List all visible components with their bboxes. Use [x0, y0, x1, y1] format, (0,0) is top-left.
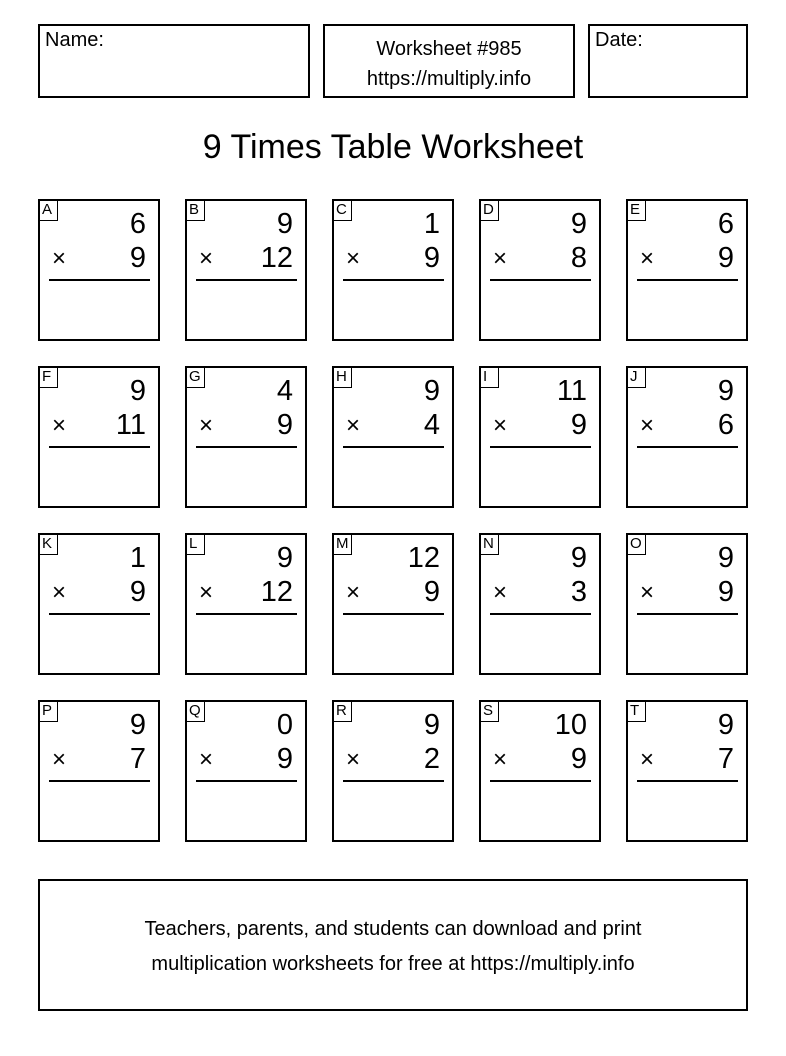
answer-line	[343, 613, 444, 615]
problem-letter: G	[186, 367, 205, 388]
problem-g[interactable]	[185, 366, 307, 508]
multiplicand: 9	[276, 208, 293, 240]
times-sign: ×	[199, 412, 214, 439]
multiplier: 7	[129, 743, 146, 775]
answer-line	[490, 279, 591, 281]
multiplier: 7	[717, 743, 734, 775]
problem-letter: I	[480, 367, 499, 388]
website-url: https://multiply.info	[366, 68, 532, 90]
answer-line	[49, 613, 150, 615]
multiplier: 9	[129, 242, 146, 274]
multiplicand: 12	[407, 542, 440, 574]
multiplicand: 9	[717, 542, 734, 574]
problem-letter: M	[333, 534, 352, 555]
problem-letter: O	[627, 534, 646, 555]
multiplicand: 6	[717, 208, 734, 240]
multiplicand: 9	[129, 709, 146, 741]
times-sign: ×	[52, 245, 67, 272]
times-sign: ×	[199, 746, 214, 773]
problem-r[interactable]	[332, 700, 454, 842]
multiplier: 2	[423, 743, 440, 775]
multiplier: 3	[570, 576, 587, 608]
multiplier: 9	[423, 576, 440, 608]
answer-line	[637, 780, 738, 782]
answer-line	[196, 780, 297, 782]
multiplicand: 0	[276, 709, 293, 741]
answer-line	[49, 279, 150, 281]
problem-letter: R	[333, 701, 352, 722]
times-sign: ×	[52, 746, 67, 773]
multiplier: 4	[423, 409, 440, 441]
problem-c[interactable]	[332, 199, 454, 341]
multiplicand: 4	[276, 375, 293, 407]
problem-letter: D	[480, 200, 499, 221]
times-sign: ×	[640, 746, 655, 773]
problem-letter: N	[480, 534, 499, 555]
problem-e[interactable]	[626, 199, 748, 341]
times-sign: ×	[640, 412, 655, 439]
times-sign: ×	[199, 579, 214, 606]
answer-line	[343, 780, 444, 782]
answer-line	[637, 279, 738, 281]
problem-letter: E	[627, 200, 646, 221]
multiplier: 12	[260, 576, 293, 608]
problem-f[interactable]	[38, 366, 160, 508]
date-label: Date:	[595, 29, 643, 51]
problem-letter: T	[627, 701, 646, 722]
problem-h[interactable]	[332, 366, 454, 508]
problem-letter: K	[39, 534, 58, 555]
answer-line	[637, 613, 738, 615]
problem-letter: A	[39, 200, 58, 221]
multiplicand: 9	[129, 375, 146, 407]
multiplier: 9	[570, 409, 587, 441]
times-sign: ×	[199, 245, 214, 272]
times-sign: ×	[346, 579, 361, 606]
problem-s[interactable]	[479, 700, 601, 842]
times-sign: ×	[493, 245, 508, 272]
multiplier: 9	[570, 743, 587, 775]
problem-j[interactable]	[626, 366, 748, 508]
multiplier: 8	[570, 242, 587, 274]
answer-line	[196, 279, 297, 281]
times-sign: ×	[640, 245, 655, 272]
multiplicand: 1	[129, 542, 146, 574]
date-field[interactable]	[588, 24, 748, 98]
multiplicand: 9	[570, 542, 587, 574]
answer-line	[196, 613, 297, 615]
problem-letter: C	[333, 200, 352, 221]
problem-letter: P	[39, 701, 58, 722]
answer-line	[49, 446, 150, 448]
multiplier: 6	[717, 409, 734, 441]
multiplier: 9	[276, 409, 293, 441]
answer-line	[637, 446, 738, 448]
answer-line	[490, 613, 591, 615]
footer-box	[38, 879, 748, 1011]
worksheet-info-box	[323, 24, 575, 98]
problem-letter: J	[627, 367, 646, 388]
multiplicand: 9	[570, 208, 587, 240]
times-sign: ×	[52, 412, 67, 439]
problem-l[interactable]	[185, 533, 307, 675]
multiplicand: 9	[717, 709, 734, 741]
multiplier: 12	[260, 242, 293, 274]
multiplicand: 10	[554, 709, 587, 741]
multiplicand: 9	[717, 375, 734, 407]
multiplier: 9	[129, 576, 146, 608]
problem-letter: F	[39, 367, 58, 388]
problem-letter: L	[186, 534, 205, 555]
multiplier: 11	[115, 409, 146, 441]
problem-letter: B	[186, 200, 205, 221]
multiplier: 9	[276, 743, 293, 775]
answer-line	[343, 279, 444, 281]
page-title: 9 Times Table Worksheet	[202, 128, 584, 166]
name-field[interactable]	[38, 24, 310, 98]
problem-p[interactable]	[38, 700, 160, 842]
multiplier: 9	[423, 242, 440, 274]
problem-q[interactable]	[185, 700, 307, 842]
multiplicand: 9	[423, 375, 440, 407]
answer-line	[196, 446, 297, 448]
times-sign: ×	[640, 579, 655, 606]
times-sign: ×	[346, 412, 361, 439]
problem-i[interactable]	[479, 366, 601, 508]
multiplicand: 6	[129, 208, 146, 240]
problem-m[interactable]	[332, 533, 454, 675]
times-sign: ×	[493, 412, 508, 439]
problem-k[interactable]	[38, 533, 160, 675]
times-sign: ×	[493, 579, 508, 606]
footer-line-1: Teachers, parents, and students can download and print	[144, 918, 642, 940]
times-sign: ×	[52, 579, 67, 606]
answer-line	[490, 780, 591, 782]
problem-n[interactable]	[479, 533, 601, 675]
footer-line-2: multiplication worksheets for free at https://multiply.info	[151, 953, 635, 975]
name-label: Name:	[45, 29, 104, 51]
multiplicand: 1	[423, 208, 440, 240]
answer-line	[490, 446, 591, 448]
problem-letter: S	[480, 701, 499, 722]
multiplicand: 9	[423, 709, 440, 741]
times-sign: ×	[346, 245, 361, 272]
problem-letter: Q	[186, 701, 205, 722]
multiplicand: 11	[556, 375, 587, 407]
problem-d[interactable]	[479, 199, 601, 341]
problem-letter: H	[333, 367, 352, 388]
problem-t[interactable]	[626, 700, 748, 842]
multiplicand: 9	[276, 542, 293, 574]
worksheet-number: Worksheet #985	[376, 38, 522, 60]
multiplier: 9	[717, 576, 734, 608]
problem-o[interactable]	[626, 533, 748, 675]
answer-line	[49, 780, 150, 782]
times-sign: ×	[346, 746, 361, 773]
multiplier: 9	[717, 242, 734, 274]
problem-a[interactable]	[38, 199, 160, 341]
answer-line	[343, 446, 444, 448]
times-sign: ×	[493, 746, 508, 773]
problem-b[interactable]	[185, 199, 307, 341]
